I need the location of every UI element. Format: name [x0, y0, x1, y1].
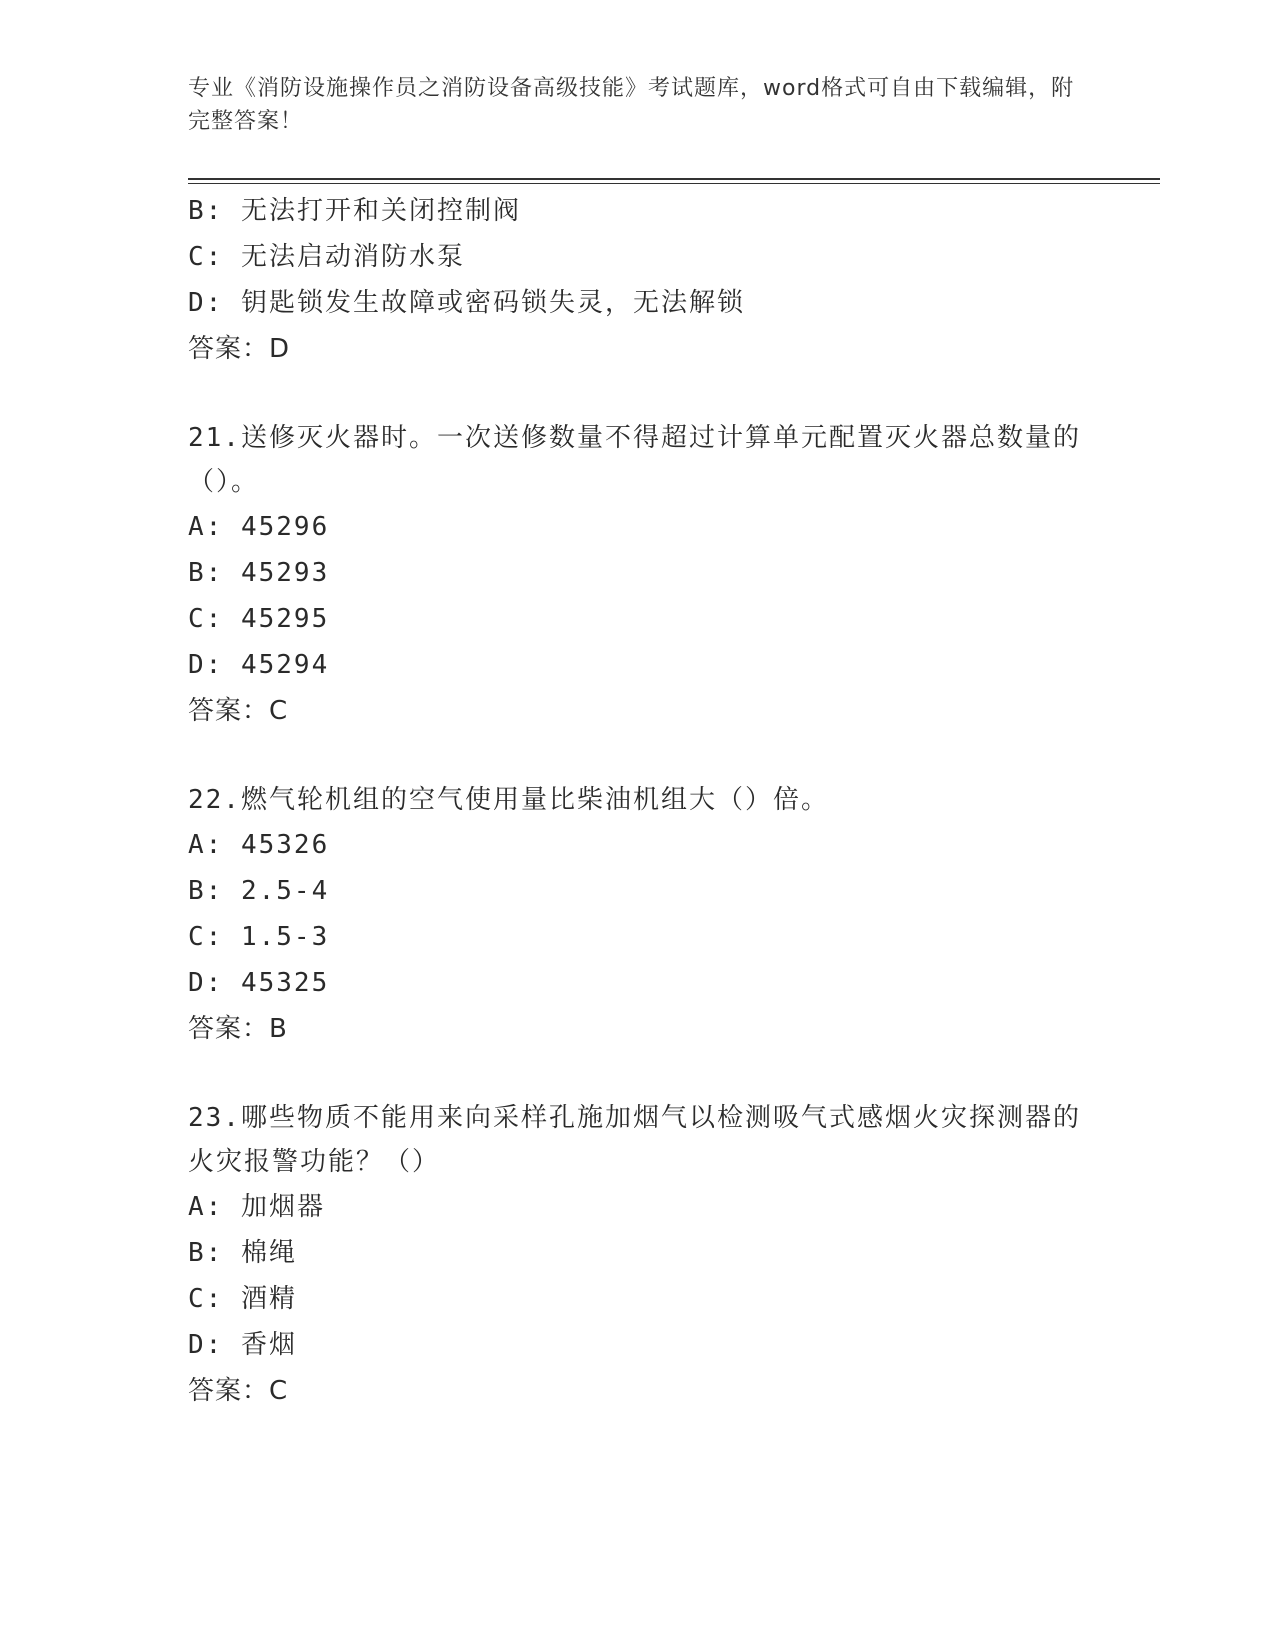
- option-b: B: 无法打开和关闭控制阀: [188, 196, 521, 226]
- option-d: D: 45294: [188, 650, 330, 680]
- question-block-21: [188, 416, 1088, 734]
- header-divider-thick: [188, 178, 1160, 180]
- question-content: [188, 188, 1088, 1414]
- option-d: D: 45325: [188, 968, 330, 998]
- question-text: 21.送修灭火器时。一次送修数量不得超过计算单元配置灭火器总数量的（）。: [188, 423, 1081, 497]
- option-a: A: 45326: [188, 830, 330, 860]
- option-b: B: 棉绳: [188, 1238, 297, 1268]
- spacer: [188, 734, 1088, 778]
- option-c: C: 酒精: [188, 1284, 297, 1314]
- answer-line: 答案：D: [188, 334, 291, 364]
- option-c: C: 1.5-3: [188, 922, 330, 952]
- document-header: 专业《消防设施操作员之消防设备高级技能》考试题库，word格式可自由下载编辑，附完整答案！: [188, 76, 1075, 134]
- spacer: [188, 372, 1088, 416]
- option-c: C: 45295: [188, 604, 330, 634]
- option-d: D: 香烟: [188, 1330, 297, 1360]
- spacer: [188, 1052, 1088, 1096]
- option-a: A: 加烟器: [188, 1192, 325, 1222]
- option-b: B: 2.5-4: [188, 876, 330, 906]
- option-b: B: 45293: [188, 558, 330, 588]
- option-d: D: 钥匙锁发生故障或密码锁失灵，无法解锁: [188, 288, 745, 318]
- answer-line: 答案：C: [188, 696, 289, 726]
- question-block-22: [188, 778, 1088, 1052]
- question-text: 22.燃气轮机组的空气使用量比柴油机组大（）倍。: [188, 785, 829, 815]
- option-c: C: 无法启动消防水泵: [188, 242, 465, 272]
- header-divider-thin: [188, 183, 1160, 184]
- answer-line: 答案：C: [188, 1376, 289, 1406]
- answer-line: 答案：B: [188, 1014, 288, 1044]
- question-text: 23.哪些物质不能用来向采样孔施加烟气以检测吸气式感烟火灾探测器的火灾报警功能？（）: [188, 1103, 1081, 1177]
- option-a: A: 45296: [188, 512, 330, 542]
- previous-question-block: [188, 188, 1088, 372]
- question-block-23: [188, 1096, 1088, 1414]
